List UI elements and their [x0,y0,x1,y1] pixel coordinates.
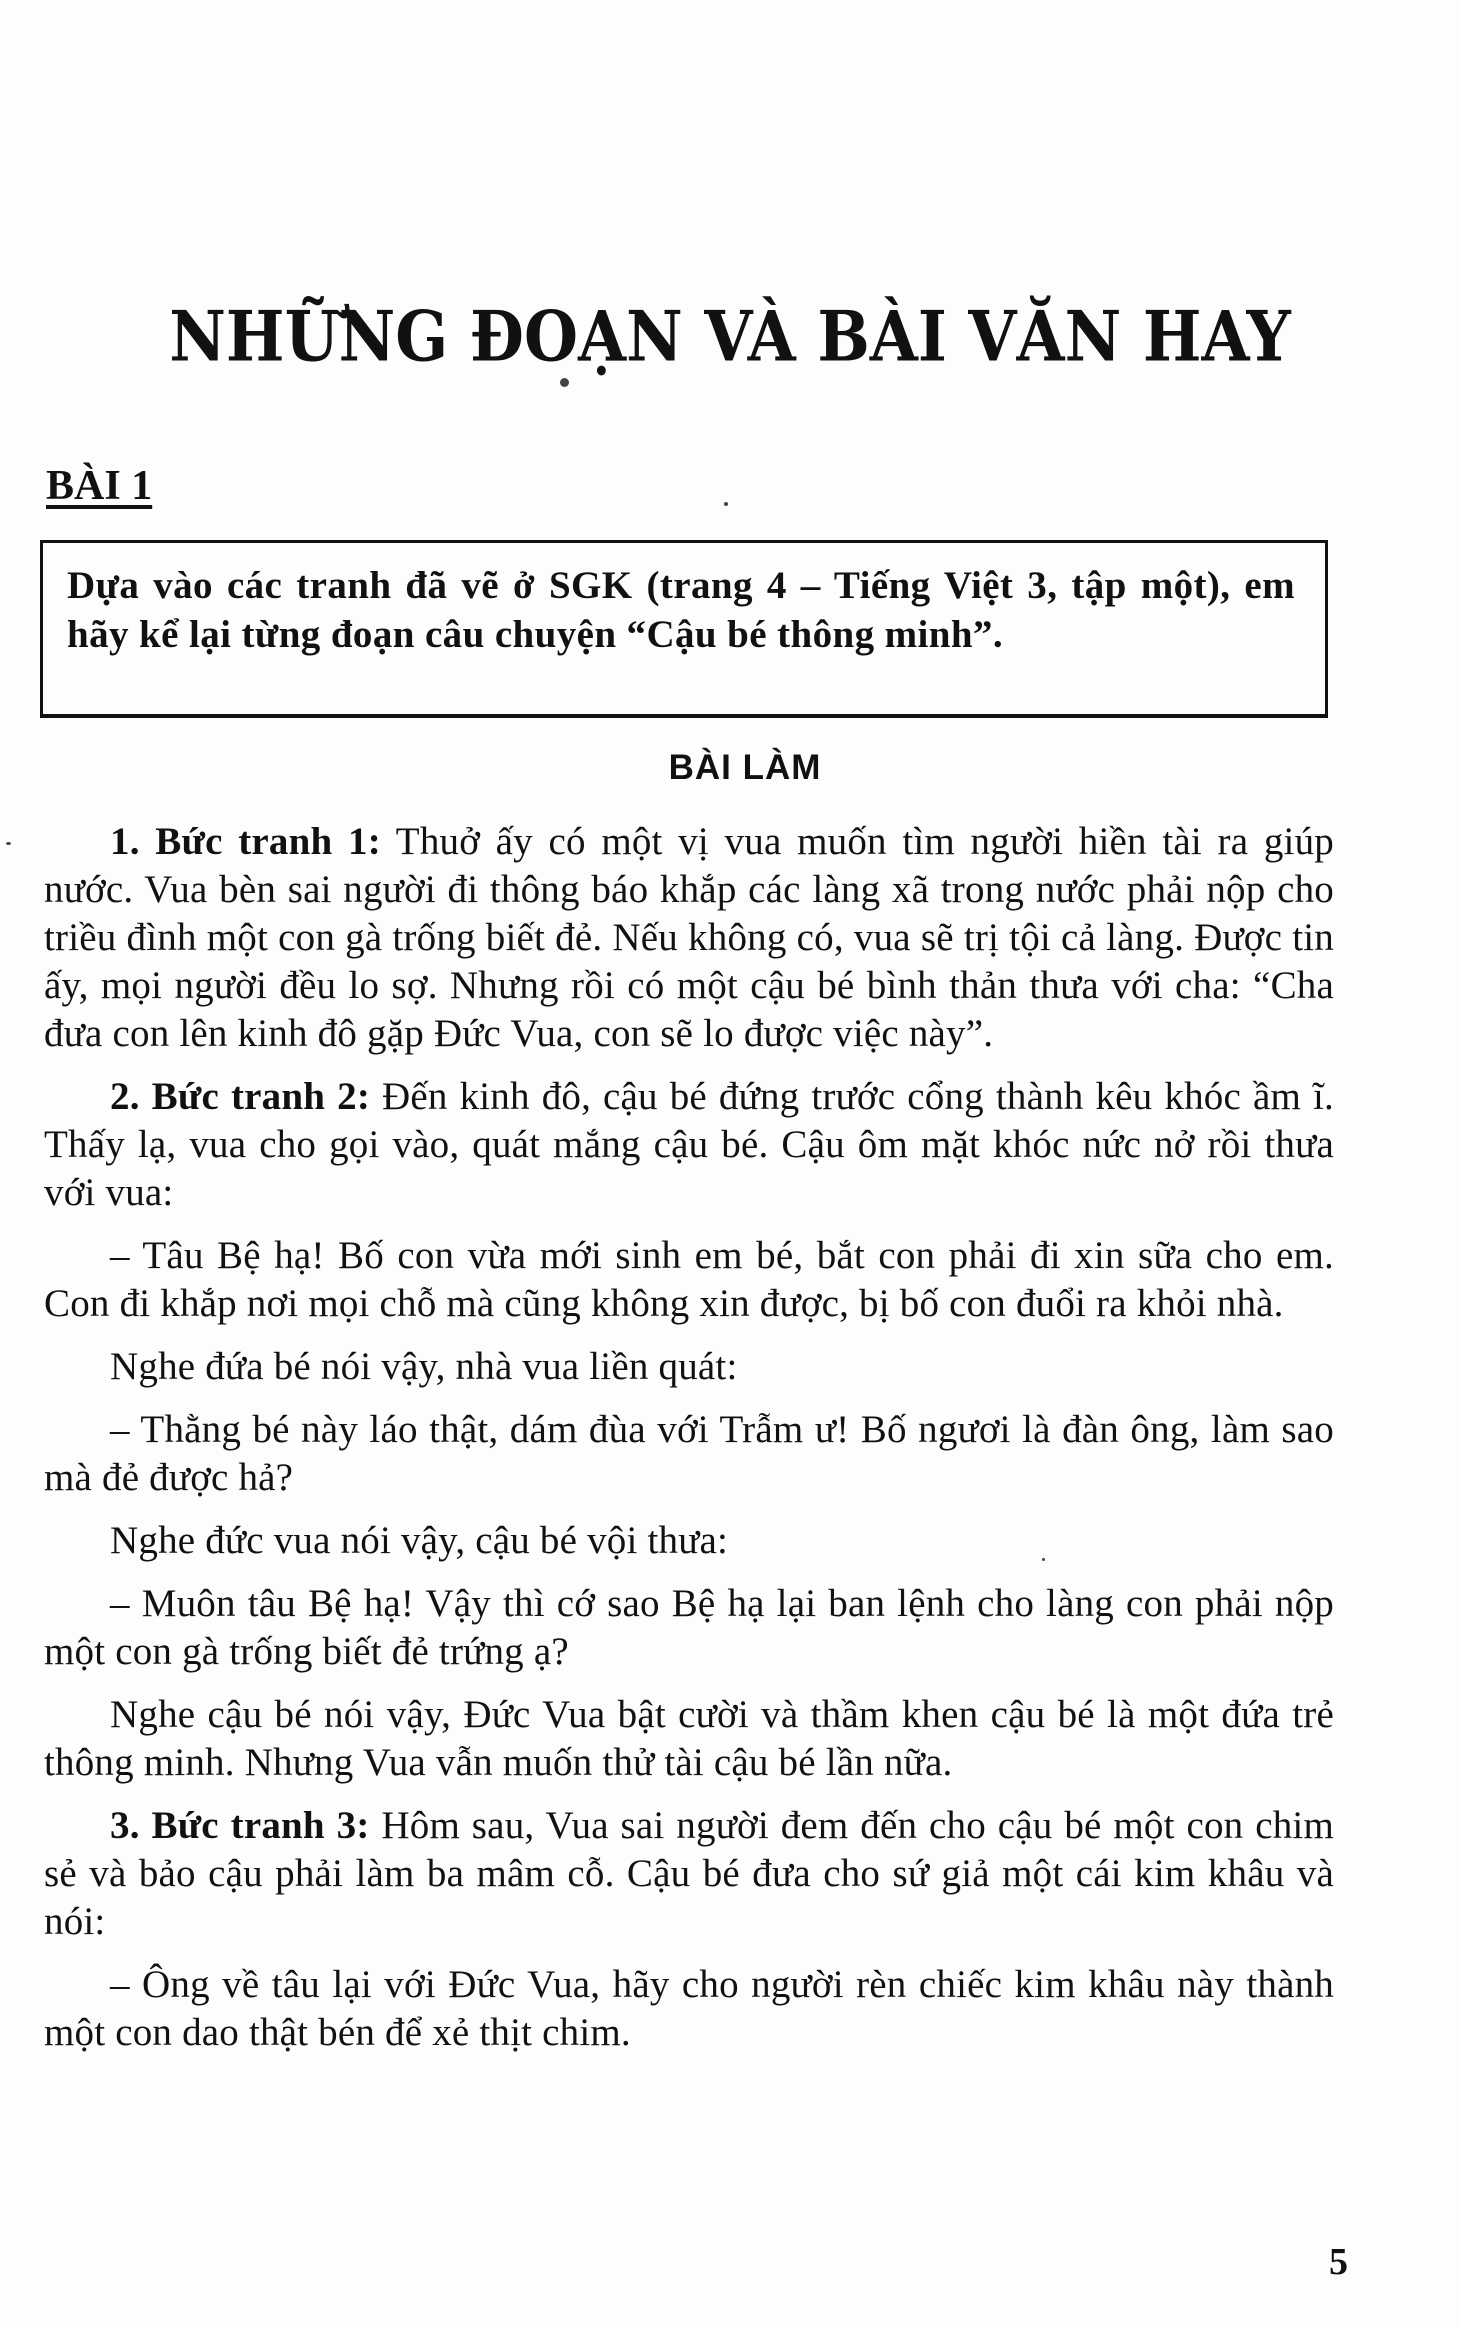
paragraph [44,1406,1334,1502]
paragraph [44,1073,1334,1217]
paragraph-text: – Tâu Bệ hạ! Bố con vừa mới sinh em bé, bắt con phải đi xin sữa cho em. Con đi khắp nơi mọi chỗ mà cũng không xin được, bị bố con đuổi ra khỏi nhà. [44,1234,1334,1325]
paragraph [44,1802,1334,1946]
paragraph-lead: 1. Bức tranh 1: [110,820,381,863]
paragraph-text: Thuở ấy có một vị vua muốn tìm người hiền tài ra giúp nước. Vua bèn sai người đi thông báo khắp các làng xã trong nước phải nộp cho triều đình một con gà trống biết đẻ. Nếu không có, vua sẽ trị tội cả làng. Được tin ấy, mọi người đều lo sợ. Nhưng rồi có một cậu bé bình thản thưa với cha: “Cha đưa con lên kinh đô gặp Đức Vua, con sẽ lo được việc này”. [44,820,1334,1055]
paragraph [44,1232,1334,1328]
paragraph-lead: 2. Bức tranh 2: [110,1075,371,1118]
paragraph [44,1580,1334,1676]
paragraph [44,1517,1334,1565]
paragraph [44,1343,1334,1391]
scan-speck [6,842,11,845]
paragraph-text: – Muôn tâu Bệ hạ! Vậy thì cớ sao Bệ hạ lại ban lệnh cho làng con phải nộp một con gà trống biết đẻ trứng ạ? [44,1582,1334,1673]
paragraph [44,818,1334,1058]
paragraph-text: – Thằng bé này láo thật, dám đùa với Trẫm ư! Bố ngươi là đàn ông, làm sao mà đẻ được hả? [44,1408,1334,1499]
paragraph-text: Hôm sau, Vua sai người đem đến cho cậu bé một con chim sẻ và bảo cậu phải làm ba mâm cỗ. Cậu bé đưa cho sứ giả một cái kim khâu và nói: [44,1804,1334,1943]
task-box [40,540,1328,718]
answer-heading: BÀI LÀM [668,748,822,787]
paragraph [44,1691,1334,1787]
paragraph-text: Nghe đứa bé nói vậy, nhà vua liền quát: [110,1345,738,1388]
page-number: 5 [1329,2241,1348,2283]
scan-speck [1042,1558,1045,1561]
answer-body [44,818,1334,2057]
scan-speck [560,378,569,387]
page-title: NHỮNG ĐOẠN VÀ BÀI VĂN HAY [169,295,1291,378]
task-text: Dựa vào các tranh đã vẽ ở SGK (trang 4 – Tiếng Việt 3, tập một), em hãy kể lại từng đoạn câu chuyện “Cậu bé thông minh”. [67,564,1295,656]
paragraph-text: Nghe cậu bé nói vậy, Đức Vua bật cười và thầm khen cậu bé là một đứa trẻ thông minh. Nhưng Vua vẫn muốn thử tài cậu bé lần nữa. [44,1693,1334,1784]
paragraph-text: Đến kinh đô, cậu bé đứng trước cổng thành kêu khóc ầm ĩ. Thấy lạ, vua cho gọi vào, quát mắng cậu bé. Cậu ôm mặt khóc nức nở rồi thưa với vua: [44,1075,1334,1214]
paragraph-lead: 3. Bức tranh 3: [110,1804,370,1847]
scan-speck [724,502,728,506]
paragraph-text: – Ông về tâu lại với Đức Vua, hãy cho người rèn chiếc kim khâu này thành một con dao thật bén để xẻ thịt chim. [44,1963,1334,2054]
paragraph [44,1961,1334,2057]
lesson-label: BÀI 1 [46,463,153,509]
paragraph-text: Nghe đức vua nói vậy, cậu bé vội thưa: [110,1519,729,1562]
